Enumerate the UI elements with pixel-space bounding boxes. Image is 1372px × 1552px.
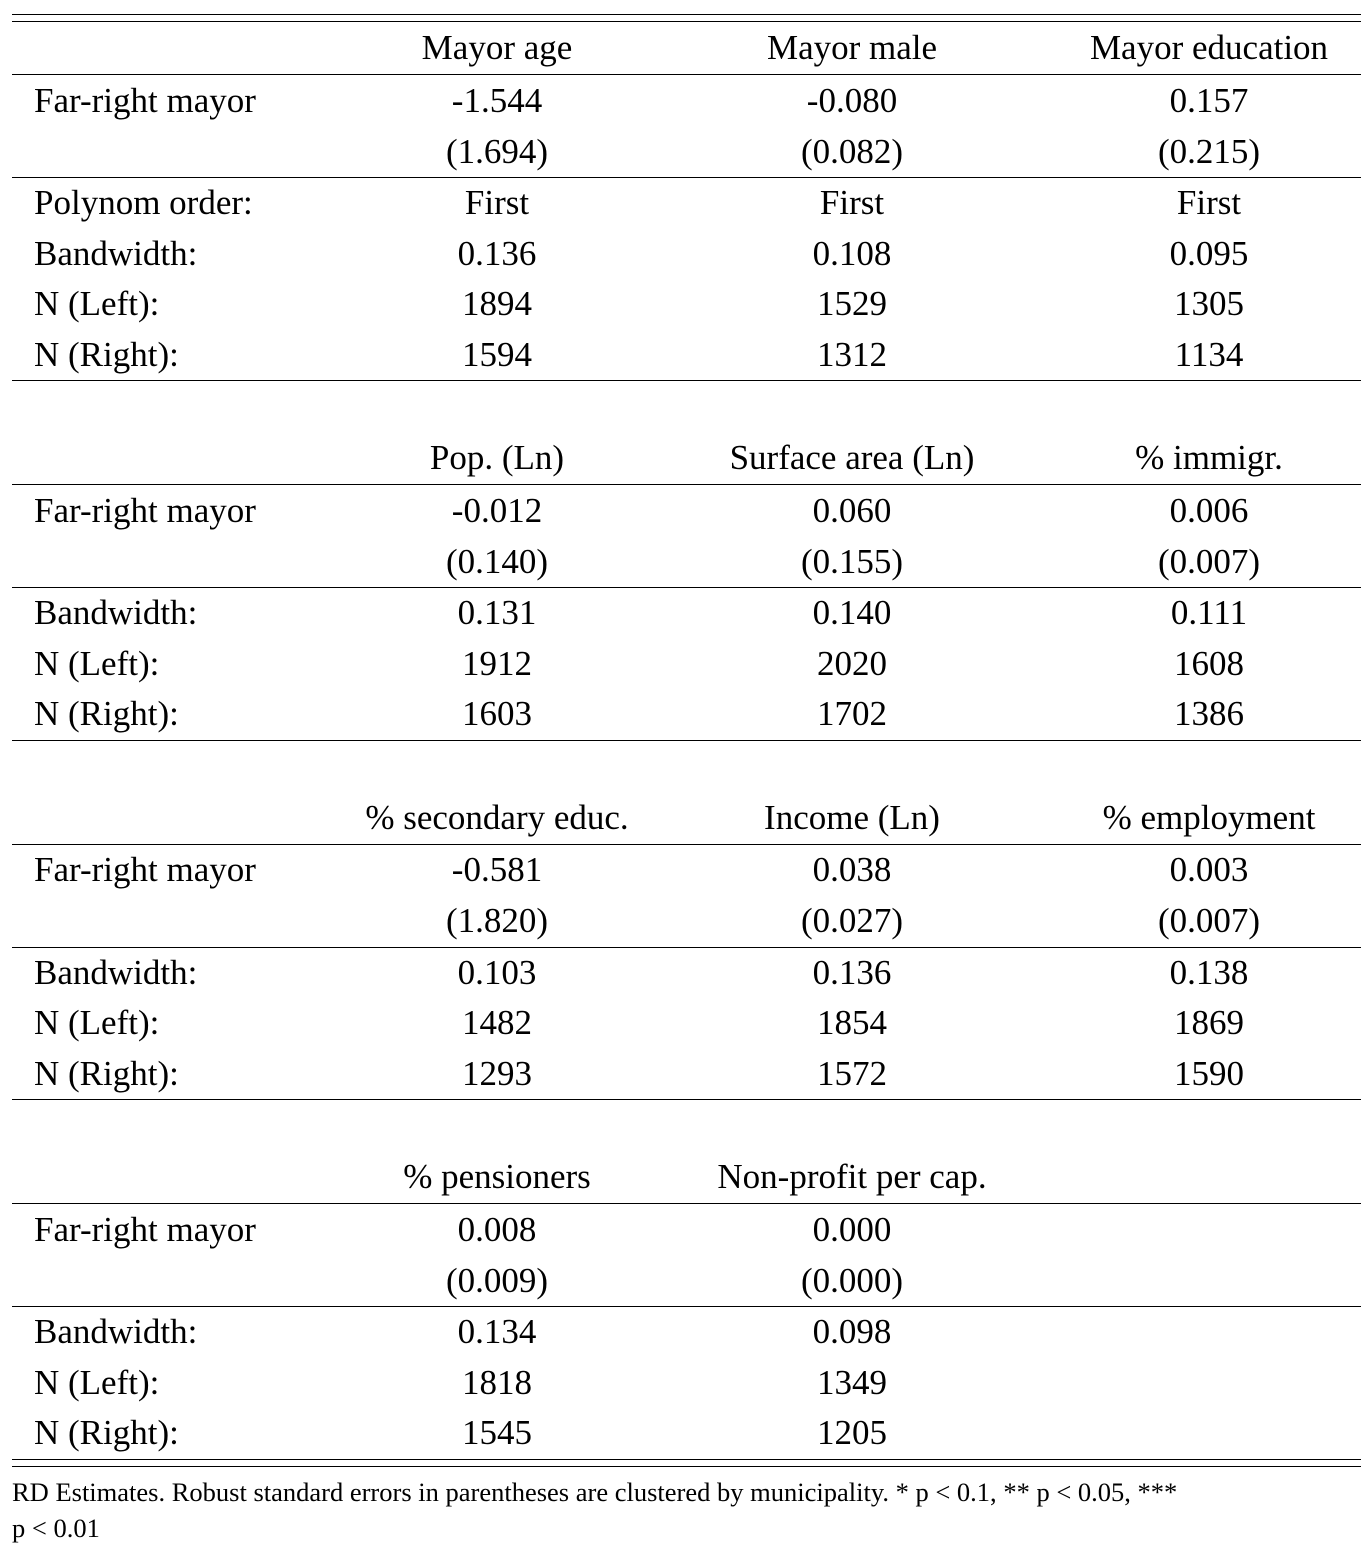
table-cell: 0.060: [812, 490, 892, 530]
table-cell: % secondary educ.: [365, 797, 629, 837]
row-label: N (Left):: [34, 284, 160, 324]
table-cell: 1386: [1174, 694, 1244, 734]
stat-row: [12, 639, 1361, 690]
panel-spacer: [12, 381, 1361, 432]
panel-3: [12, 741, 1361, 1101]
table-cell: First: [464, 183, 530, 223]
table-cell: 1608: [1174, 643, 1244, 683]
estimate-row: [12, 485, 1361, 536]
stat-row: [12, 689, 1361, 740]
table-cell: 1894: [462, 284, 532, 324]
table-cell: (0.215): [1157, 131, 1261, 171]
table-cell: % pensioners: [403, 1157, 591, 1196]
table-cell: (0.000): [800, 1260, 904, 1300]
table-note: [12, 1474, 1364, 1546]
table-cell: (0.009): [445, 1260, 549, 1300]
row-label: N (Right):: [34, 694, 179, 734]
stat-row: [12, 1049, 1361, 1100]
bottom-double-rule: [12, 1459, 1361, 1467]
table-cell: 1482: [462, 1003, 532, 1043]
table-cell: 0.136: [457, 233, 537, 273]
panel-spacer: [12, 741, 1361, 792]
table-cell: 0.111: [1170, 593, 1248, 633]
table-cell: 0.008: [457, 1209, 537, 1249]
table-cell: (0.007): [1157, 541, 1261, 581]
table-cell: (0.027): [800, 901, 904, 940]
panel-spacer: [12, 1100, 1361, 1151]
standard-error-row: [12, 126, 1361, 177]
row-label: N (Right):: [34, 1053, 179, 1093]
table-cell: % immigr.: [1135, 438, 1283, 477]
table-cell: 0.140: [812, 593, 892, 633]
table-cell: -1.544: [451, 80, 543, 120]
table-cell: First: [819, 183, 885, 223]
standard-error-row: [12, 1255, 1361, 1306]
note-sig1: * p < 0.1,: [895, 1477, 1004, 1507]
table-cell: 0.103: [457, 952, 537, 992]
table-cell: 0.134: [457, 1312, 537, 1352]
table-cell: 0.095: [1169, 233, 1249, 273]
row-label: N (Left):: [34, 1362, 160, 1402]
stat-row: [12, 998, 1361, 1049]
table-cell: Income (Ln): [764, 797, 940, 837]
table-cell: -0.581: [451, 850, 543, 889]
table-cell: 1912: [462, 643, 532, 683]
table-cell: 1590: [1174, 1053, 1244, 1093]
table-cell: 1293: [462, 1053, 532, 1093]
stat-row: [12, 1358, 1361, 1409]
row-label: Far-right mayor: [34, 80, 256, 120]
note-sig3-text: p < 0.01: [12, 1513, 100, 1543]
table-cell: Mayor age: [421, 28, 573, 67]
table-cell: 0.136: [812, 952, 892, 992]
table-cell: 1594: [462, 334, 532, 374]
table-cell: 0.131: [457, 593, 537, 633]
table-panels: [12, 22, 1361, 1459]
table-cell: 0.138: [1169, 952, 1249, 992]
estimate-row: [12, 75, 1361, 126]
table-cell: 1603: [462, 694, 532, 734]
column-header-row: [12, 22, 1361, 74]
estimate-row: [12, 1204, 1361, 1255]
table-cell: -0.012: [451, 490, 543, 530]
standard-error-row: [12, 536, 1361, 587]
stat-row: [12, 1408, 1361, 1459]
table-cell: (0.155): [800, 541, 904, 581]
table-cell: 1545: [462, 1413, 532, 1453]
table-cell: 1305: [1174, 284, 1244, 324]
table-cell: 1529: [817, 284, 887, 324]
row-label: Bandwidth:: [34, 1312, 198, 1352]
panel-4: [12, 1100, 1361, 1459]
table-cell: Non-profit per cap.: [717, 1157, 987, 1196]
row-label: N (Left):: [34, 1003, 160, 1043]
row-label: Far-right mayor: [34, 490, 256, 530]
column-header-row: [12, 432, 1361, 484]
table-cell: Surface area (Ln): [729, 438, 975, 477]
column-header-row: [12, 792, 1361, 844]
row-label: Polynom order:: [34, 183, 253, 223]
stat-row: [12, 1307, 1361, 1358]
panel-1: [12, 22, 1361, 381]
table-cell: (1.820): [445, 901, 549, 940]
note-sig3-stars: ***: [1137, 1477, 1178, 1507]
table-cell: 1349: [817, 1362, 887, 1402]
row-label: N (Right):: [34, 334, 179, 374]
row-label: Bandwidth:: [34, 952, 198, 992]
table-cell: 0.006: [1169, 490, 1249, 530]
table-cell: (0.007): [1157, 901, 1261, 940]
table-cell: 0.157: [1169, 80, 1249, 120]
row-label: N (Left):: [34, 643, 160, 683]
table-cell: 0.038: [812, 850, 892, 889]
column-header-row: [12, 1151, 1361, 1203]
table-cell: % employment: [1102, 797, 1316, 837]
note-text: RD Estimates. Robust standard errors in parentheses are clustered by municipality.: [12, 1477, 896, 1507]
stat-row: [12, 330, 1361, 381]
standard-error-row: [12, 896, 1361, 947]
table-cell: (0.082): [800, 131, 904, 171]
row-label: N (Right):: [34, 1413, 179, 1453]
row-label: Far-right mayor: [34, 1209, 256, 1249]
row-label: Far-right mayor: [34, 850, 256, 889]
table-cell: 1205: [817, 1413, 887, 1453]
table-cell: 1572: [817, 1053, 887, 1093]
table-cell: 1702: [817, 694, 887, 734]
top-double-rule: [12, 14, 1361, 22]
stat-row: [12, 229, 1361, 280]
table-cell: Pop. (Ln): [429, 438, 565, 477]
table-cell: 0.003: [1169, 850, 1249, 889]
stat-row: [12, 178, 1361, 229]
estimate-row: [12, 845, 1361, 896]
table-cell: First: [1176, 183, 1242, 223]
table-cell: (1.694): [445, 131, 549, 171]
table-cell: 0.098: [812, 1312, 892, 1352]
table-cell: 0.108: [812, 233, 892, 273]
table-cell: 2020: [817, 643, 887, 683]
table-cell: Mayor education: [1089, 28, 1329, 67]
table-cell: (0.140): [445, 541, 549, 581]
table-cell: 1869: [1174, 1003, 1244, 1043]
row-label: Bandwidth:: [34, 593, 198, 633]
table-cell: -0.080: [806, 80, 898, 120]
table-cell: Mayor male: [766, 28, 938, 67]
table-cell: 1312: [817, 334, 887, 374]
table-cell: 1854: [817, 1003, 887, 1043]
stat-row: [12, 588, 1361, 639]
table-cell: 1818: [462, 1362, 532, 1402]
note-sig2: ** p < 0.05,: [1003, 1477, 1138, 1507]
regression-table: [12, 14, 1361, 1467]
stat-row: [12, 948, 1361, 999]
row-label: Bandwidth:: [34, 233, 198, 273]
stat-row: [12, 279, 1361, 330]
table-cell: 0.000: [812, 1209, 892, 1249]
panel-2: [12, 381, 1361, 741]
table-cell: 1134: [1174, 334, 1244, 374]
